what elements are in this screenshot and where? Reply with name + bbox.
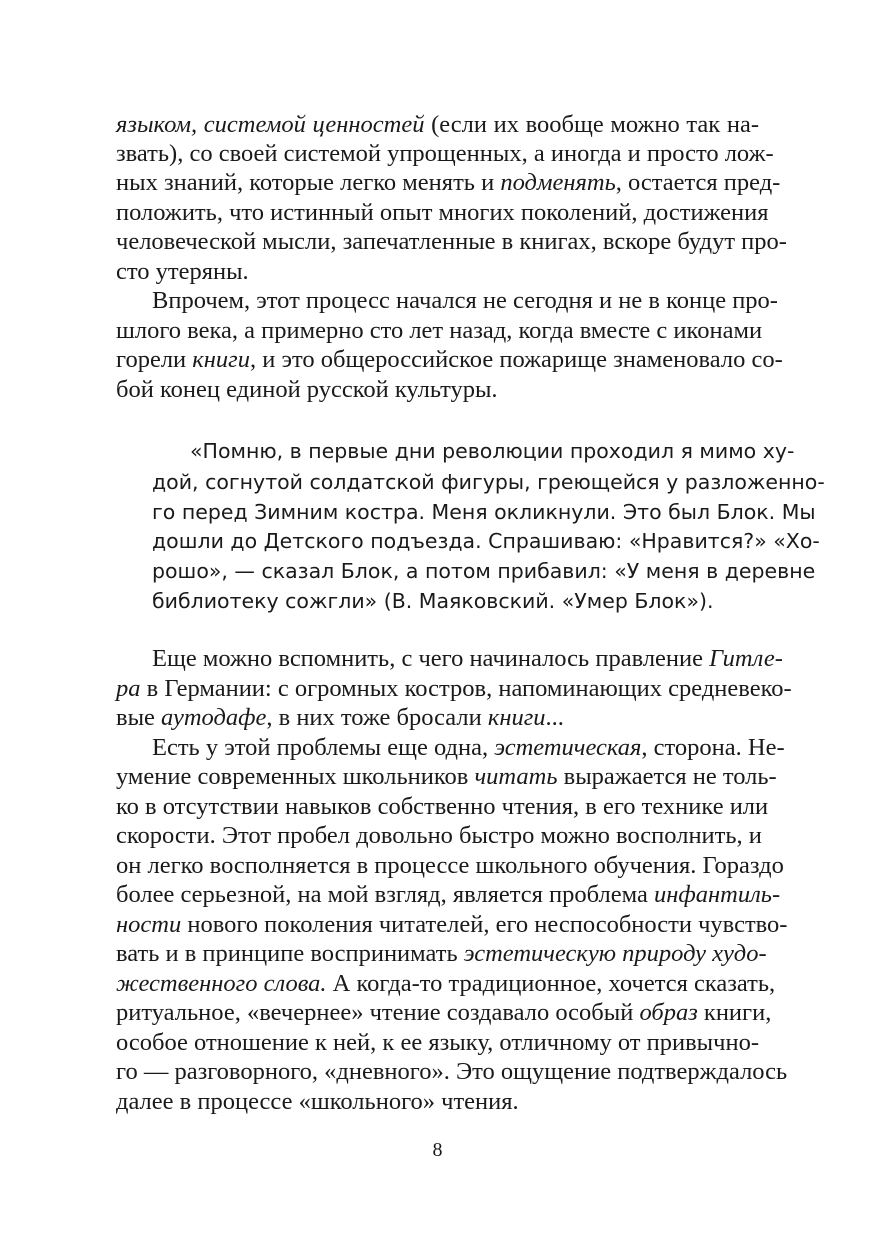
quote-line: дошли до Детского подъезда. Спрашиваю: «Нравится?» «Хо-	[152, 529, 820, 553]
quote-line: дой, согнутой солдатской фигуры, греющейся у разложенно-	[152, 470, 825, 494]
text-line: вать и в принципе воспринимать эстетическую природу худо-	[116, 940, 767, 967]
text-line: ности нового поколения читателей, его неспособности чувство-	[116, 911, 788, 938]
text-line: сто утеряны.	[116, 258, 249, 285]
text-line: звать), со своей системой упрощенных, а иногда и просто лож-	[116, 140, 774, 167]
text-line: языком, системой ценностей (если их вообще можно так на-	[116, 111, 759, 138]
text-line: положить, что истинный опыт многих поколений, достижения	[116, 199, 769, 226]
text-line: особое отношение к ней, к ее языку, отличному от привычно-	[116, 1029, 759, 1056]
text-line: ных знаний, которые легко менять и подменять, остается пред-	[116, 169, 781, 196]
text-line: умение современных школьников читать выражается не толь-	[116, 763, 777, 790]
text-line: Впрочем, этот процесс начался не сегодня и не в конце про-	[152, 287, 778, 314]
text-line: скорости. Этот пробел довольно быстро можно восполнить, и	[116, 822, 762, 849]
text-line: он легко восполняется в процессе школьного обучения. Гораздо	[116, 852, 784, 879]
text-line: го — разговорного, «дневного». Это ощущение подтверждалось	[116, 1058, 788, 1085]
quote-line: «Помню, в первые дни революции проходил я мимо ху-	[190, 439, 795, 463]
text-line: ко в отсутствии навыков собственно чтения, в его технике или	[116, 793, 769, 820]
text-line: далее в процессе «школьного» чтения.	[116, 1088, 519, 1115]
text-line: человеческой мысли, запечатленные в книгах, вскоре будут про-	[116, 228, 787, 255]
page-number: 8	[432, 1139, 443, 1161]
text-line: шлого века, а примерно сто лет назад, когда вместе с иконами	[116, 317, 763, 344]
text-line: бой конец единой русской культуры.	[116, 376, 498, 403]
quote-line: рошо», — сказал Блок, а потом прибавил: «У меня в деревне	[152, 559, 816, 583]
text-line: Еще можно вспомнить, с чего начиналось правление Гитле-	[152, 645, 783, 672]
text-line: Есть у этой проблемы еще одна, эстетическая, сторона. Не-	[152, 734, 785, 761]
text-line: вые аутодафе, в них тоже бросали книги...	[116, 704, 564, 731]
text-line: ра в Германии: с огромных костров, напоминающих средневеко-	[116, 675, 792, 702]
text-line: жественного слова. А когда-то традиционное, хочется сказать,	[116, 970, 776, 997]
quote-line: библиотеку сожгли» (В. Маяковский. «Умер Блок»).	[152, 589, 714, 613]
text-line: более серьезной, на мой взгляд, является проблема инфантиль-	[116, 881, 781, 908]
text-line: горели книги, и это общероссийское пожарище знаменовало со-	[116, 346, 783, 373]
quote-line: го перед Зимним костра. Меня окликнули. Это был Блок. Мы	[152, 500, 816, 524]
text-line: ритуальное, «вечернее» чтение создавало особый образ книги,	[116, 999, 772, 1026]
